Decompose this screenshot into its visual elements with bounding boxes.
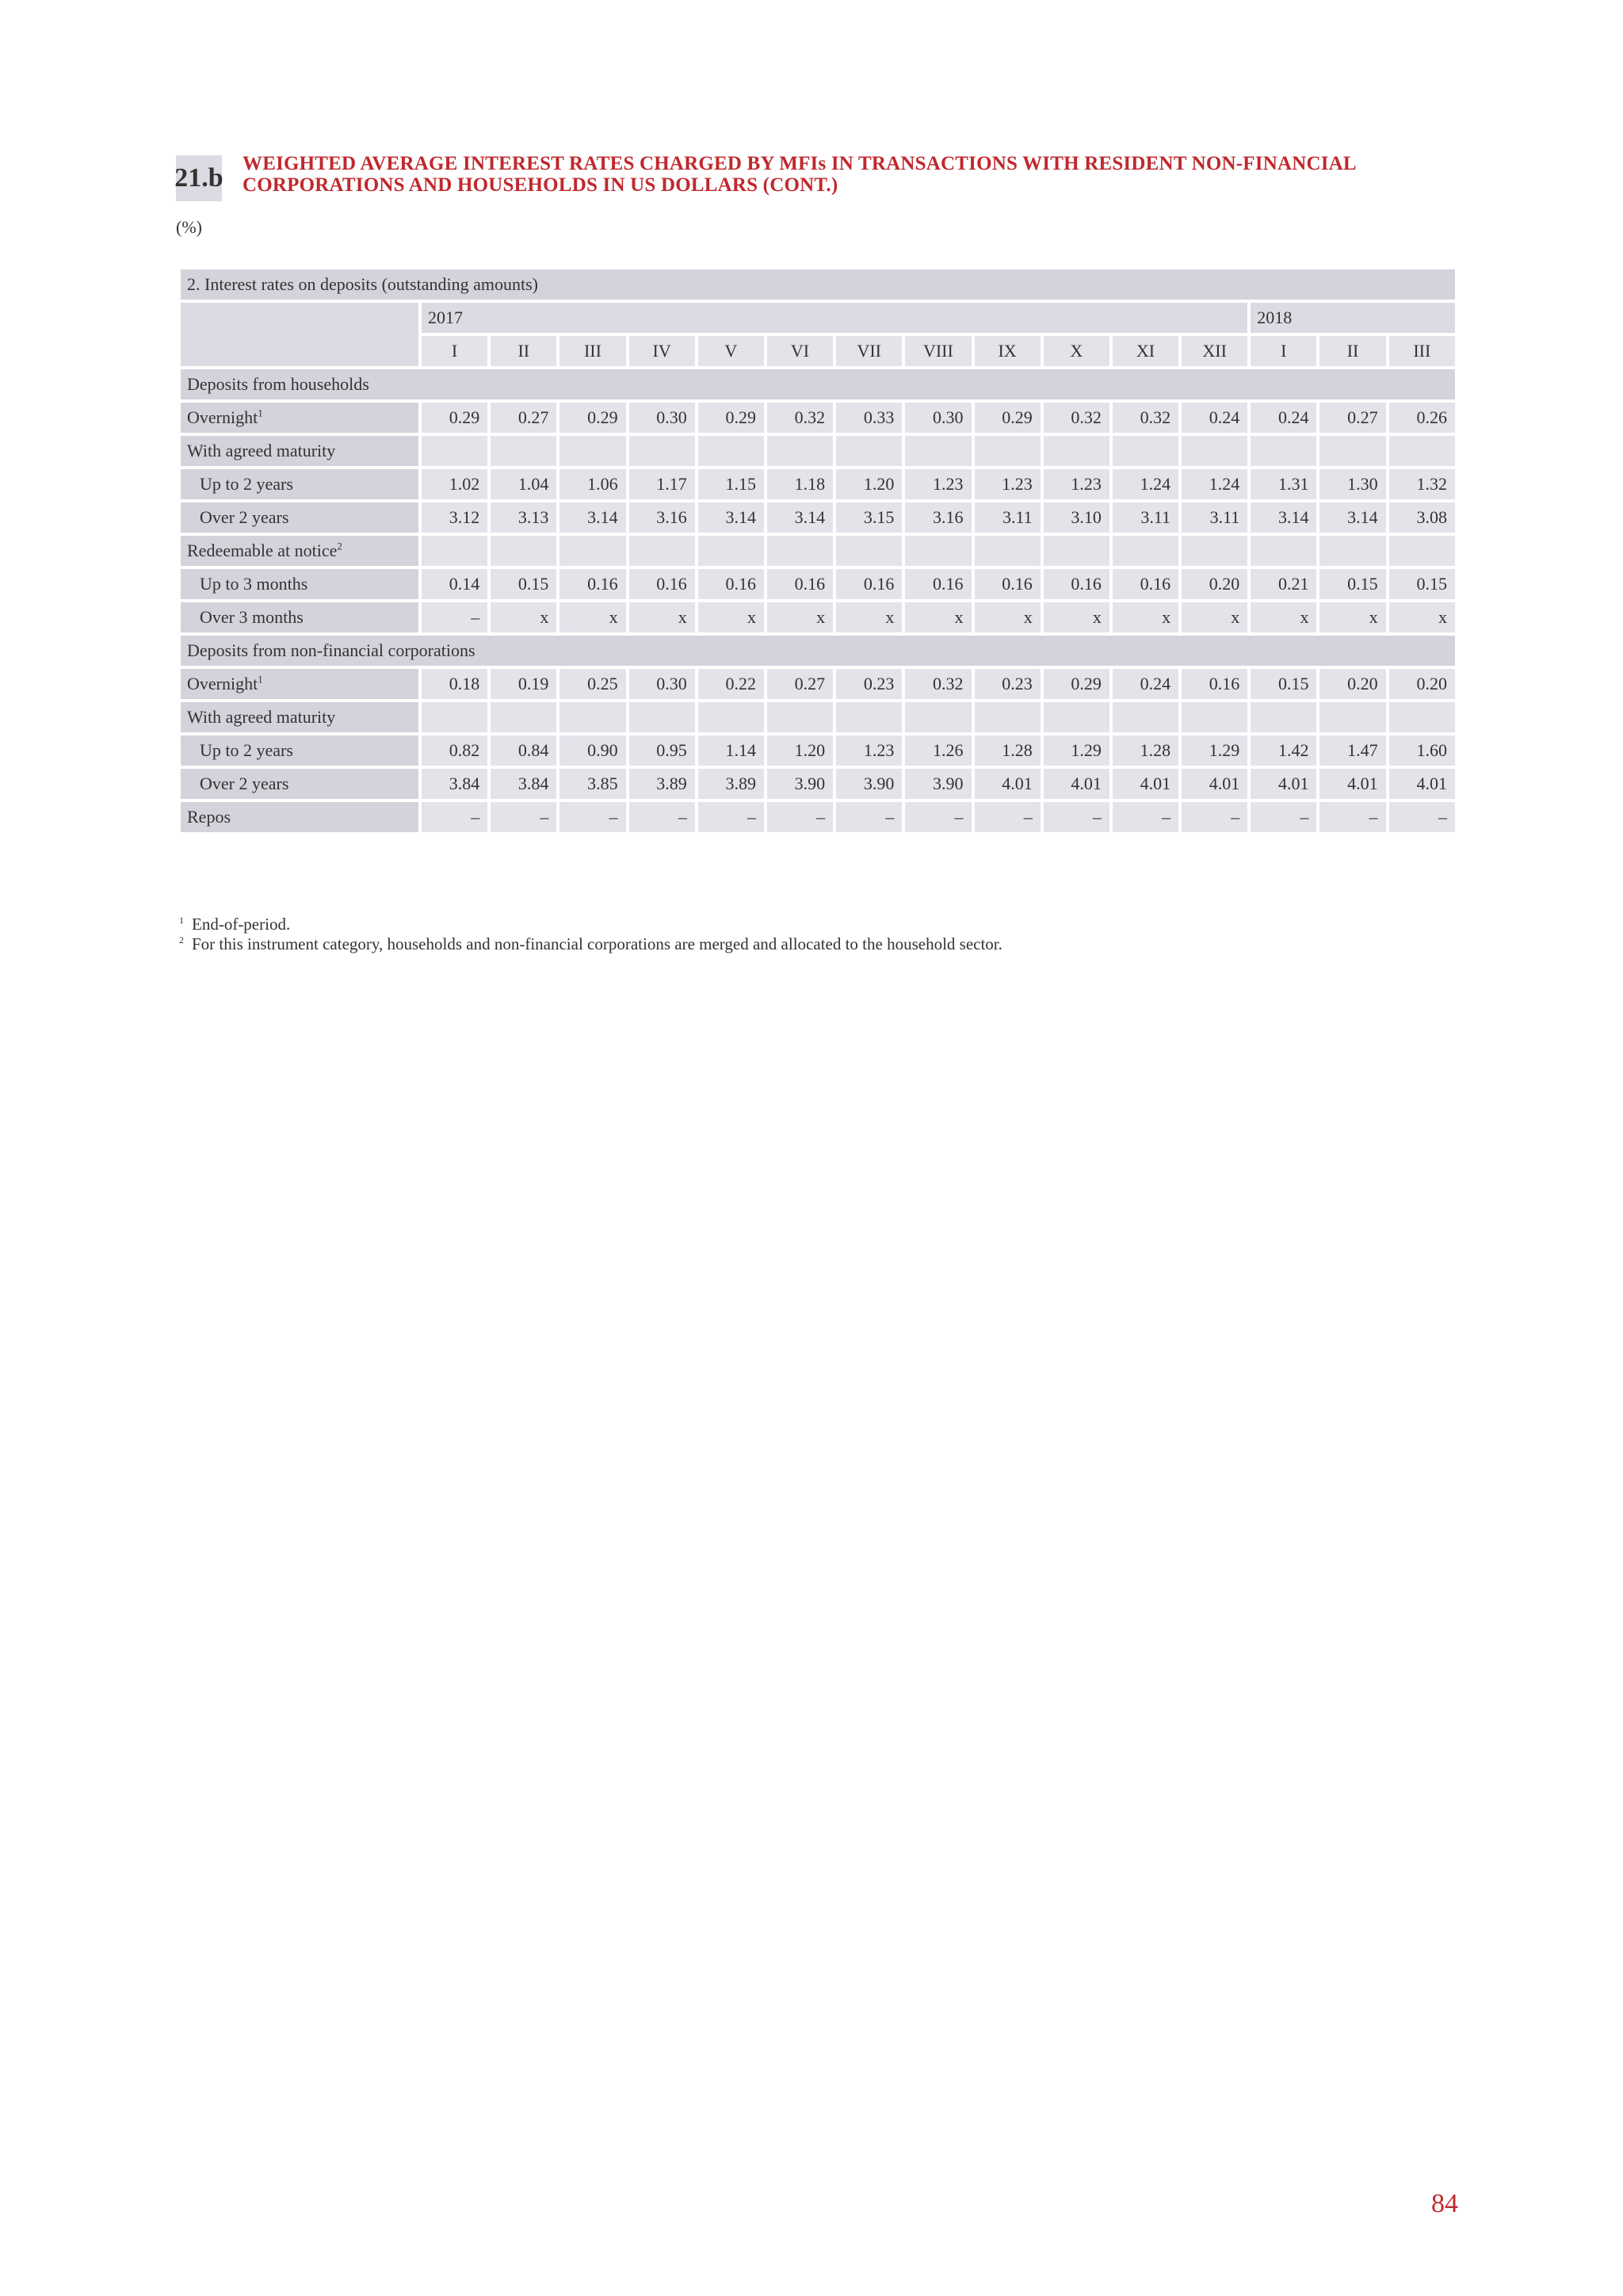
value-cell: 0.82	[422, 735, 487, 766]
value-cell: 3.14	[767, 502, 833, 533]
value-cell: 0.22	[698, 669, 764, 699]
value-cell: 0.15	[1251, 669, 1316, 699]
value-cell	[491, 536, 556, 566]
value-cell: 3.84	[422, 769, 487, 799]
month-header: IX	[975, 336, 1041, 366]
value-cell: 3.11	[1182, 502, 1247, 533]
value-cell: 0.33	[836, 403, 902, 433]
value-cell: 0.24	[1251, 403, 1316, 433]
month-header: VIII	[905, 336, 971, 366]
value-cell: –	[1044, 802, 1109, 832]
table-row	[181, 735, 1455, 766]
value-cell: –	[559, 802, 625, 832]
value-cell: 4.01	[1182, 769, 1247, 799]
value-cell	[491, 436, 556, 466]
value-cell: –	[975, 802, 1041, 832]
value-cell: 0.29	[559, 403, 625, 433]
value-cell: 3.11	[975, 502, 1041, 533]
value-cell: x	[905, 602, 971, 632]
table-row	[181, 702, 1455, 732]
value-cell: –	[1251, 802, 1316, 832]
value-cell: –	[767, 802, 833, 832]
value-cell: 0.21	[1251, 569, 1316, 599]
year-header-row	[181, 303, 1455, 333]
table-title	[242, 153, 1447, 196]
value-cell	[698, 436, 764, 466]
month-header: III	[559, 336, 625, 366]
value-cell: –	[698, 802, 764, 832]
value-cell	[1389, 436, 1455, 466]
value-cell: 1.24	[1113, 469, 1178, 499]
value-cell: 0.90	[559, 735, 625, 766]
section-title: 2. Interest rates on deposits (outstanding amounts)	[181, 269, 1455, 300]
group-title: Deposits from households	[181, 369, 1455, 399]
value-cell: 1.14	[698, 735, 764, 766]
value-cell: 1.26	[905, 735, 971, 766]
row-label-text: Up to 2 years	[200, 740, 293, 760]
value-cell	[975, 536, 1041, 566]
value-cell: 3.89	[698, 769, 764, 799]
value-cell: 1.20	[836, 469, 902, 499]
value-cell	[767, 436, 833, 466]
month-header: II	[1319, 336, 1385, 366]
value-cell	[1113, 536, 1178, 566]
value-cell: 1.15	[698, 469, 764, 499]
month-header: V	[698, 336, 764, 366]
value-cell	[836, 536, 902, 566]
value-cell	[559, 536, 625, 566]
value-cell: x	[975, 602, 1041, 632]
table-title-line-2: CORPORATIONS AND HOUSEHOLDS IN US DOLLARS (CONT.)	[242, 174, 838, 196]
value-cell: x	[1113, 602, 1178, 632]
value-cell: 0.20	[1389, 669, 1455, 699]
table-row	[181, 569, 1455, 599]
value-cell: –	[629, 802, 695, 832]
value-cell	[1113, 436, 1178, 466]
value-cell: 1.31	[1251, 469, 1316, 499]
value-cell	[1319, 702, 1385, 732]
row-label-text: Up to 3 months	[200, 574, 308, 594]
value-cell: 3.10	[1044, 502, 1109, 533]
value-cell	[1044, 536, 1109, 566]
value-cell: 0.25	[559, 669, 625, 699]
value-cell	[698, 702, 764, 732]
footnote-2: $^2$ For this instrument category, households and non-financial corporations are merged and allocated to the household sector.	[179, 934, 1002, 953]
value-cell: 1.60	[1389, 735, 1455, 766]
footnotes	[179, 915, 1002, 954]
value-cell: 0.16	[905, 569, 971, 599]
row-label-text: Up to 2 years	[200, 474, 293, 494]
value-cell: 0.16	[1113, 569, 1178, 599]
value-cell	[422, 436, 487, 466]
row-label	[181, 403, 418, 433]
value-cell: 3.89	[629, 769, 695, 799]
value-cell: x	[1044, 602, 1109, 632]
value-cell: 1.04	[491, 469, 556, 499]
month-header: II	[491, 336, 556, 366]
value-cell: 1.47	[1319, 735, 1385, 766]
row-label	[181, 669, 418, 699]
value-cell	[1389, 536, 1455, 566]
row-label-text: Over 2 years	[200, 774, 289, 793]
value-cell: x	[836, 602, 902, 632]
value-cell: x	[698, 602, 764, 632]
value-cell	[1319, 436, 1385, 466]
value-cell: 0.16	[767, 569, 833, 599]
value-cell: 1.20	[767, 735, 833, 766]
value-cell: 0.32	[1044, 403, 1109, 433]
group-title: Deposits from non-financial corporations	[181, 636, 1455, 666]
value-cell: 0.16	[559, 569, 625, 599]
value-cell	[491, 702, 556, 732]
value-cell: x	[1319, 602, 1385, 632]
value-cell: 3.90	[767, 769, 833, 799]
value-cell: 1.17	[629, 469, 695, 499]
value-cell: 1.23	[1044, 469, 1109, 499]
value-cell: 0.24	[1182, 403, 1247, 433]
value-cell	[1182, 436, 1247, 466]
value-cell: 0.29	[422, 403, 487, 433]
value-cell: 0.20	[1182, 569, 1247, 599]
unit-label: (%)	[176, 217, 202, 237]
value-cell: 3.14	[698, 502, 764, 533]
value-cell: x	[491, 602, 556, 632]
footnote-ref: 1	[258, 673, 263, 686]
value-cell	[422, 702, 487, 732]
table-number: 21.b	[176, 155, 222, 201]
value-cell: 0.20	[1319, 669, 1385, 699]
table-row	[181, 802, 1455, 832]
value-cell	[629, 536, 695, 566]
value-cell: 0.29	[1044, 669, 1109, 699]
month-header: I	[422, 336, 487, 366]
value-cell: 1.30	[1319, 469, 1385, 499]
year-2017: 2017	[422, 303, 1247, 333]
value-cell: 0.14	[422, 569, 487, 599]
value-cell: 0.24	[1113, 669, 1178, 699]
value-cell	[767, 536, 833, 566]
table-row	[181, 536, 1455, 566]
value-cell: 0.16	[836, 569, 902, 599]
value-cell: 0.32	[905, 669, 971, 699]
value-cell: 1.42	[1251, 735, 1316, 766]
table-row	[181, 769, 1455, 799]
value-cell: 0.23	[836, 669, 902, 699]
row-label-text: Over 2 years	[200, 507, 289, 527]
year-2018: 2018	[1251, 303, 1455, 333]
value-cell: 1.02	[422, 469, 487, 499]
value-cell: 1.29	[1182, 735, 1247, 766]
value-cell: –	[1113, 802, 1178, 832]
value-cell: 0.16	[1044, 569, 1109, 599]
value-cell	[1182, 536, 1247, 566]
value-cell: 3.11	[1113, 502, 1178, 533]
value-cell	[1251, 436, 1316, 466]
page-number: 84	[1431, 2189, 1458, 2218]
row-label	[181, 602, 418, 632]
value-cell	[767, 702, 833, 732]
value-cell: –	[905, 802, 971, 832]
month-header: XII	[1182, 336, 1247, 366]
value-cell: –	[422, 802, 487, 832]
month-header: X	[1044, 336, 1109, 366]
value-cell: 3.14	[559, 502, 625, 533]
value-cell: 3.16	[905, 502, 971, 533]
value-cell: 0.18	[422, 669, 487, 699]
value-cell: 0.16	[975, 569, 1041, 599]
table-row	[181, 403, 1455, 433]
value-cell: 3.16	[629, 502, 695, 533]
value-cell: 0.19	[491, 669, 556, 699]
footnote-ref: 2	[337, 540, 342, 552]
value-cell: x	[1389, 602, 1455, 632]
value-cell: 4.01	[1251, 769, 1316, 799]
value-cell: 0.15	[1319, 569, 1385, 599]
value-cell: x	[1251, 602, 1316, 632]
value-cell	[1044, 436, 1109, 466]
value-cell: 0.27	[767, 669, 833, 699]
row-label-text: With agreed maturity	[187, 707, 336, 727]
value-cell: 3.12	[422, 502, 487, 533]
table-row	[181, 602, 1455, 632]
month-header: VII	[836, 336, 902, 366]
row-label	[181, 536, 418, 566]
value-cell	[1113, 702, 1178, 732]
footnote-1: $^1$ End-of-period.	[179, 915, 291, 934]
value-cell: 0.30	[905, 403, 971, 433]
value-cell: 4.01	[1044, 769, 1109, 799]
value-cell: –	[491, 802, 556, 832]
value-cell: 3.84	[491, 769, 556, 799]
value-cell: 0.32	[767, 403, 833, 433]
value-cell	[629, 702, 695, 732]
row-label	[181, 802, 418, 832]
interest-rates-table	[178, 266, 1458, 835]
group-header-row	[181, 636, 1455, 666]
row-label-text: Over 3 months	[200, 607, 304, 627]
table-row	[181, 502, 1455, 533]
value-cell: 4.01	[975, 769, 1041, 799]
row-label	[181, 569, 418, 599]
value-cell: 0.29	[698, 403, 764, 433]
value-cell	[1044, 702, 1109, 732]
value-cell	[905, 436, 971, 466]
row-label-text: With agreed maturity	[187, 441, 336, 460]
value-cell: 3.15	[836, 502, 902, 533]
row-label	[181, 702, 418, 732]
row-label	[181, 436, 418, 466]
value-cell	[836, 436, 902, 466]
value-cell: 3.90	[836, 769, 902, 799]
table-row	[181, 469, 1455, 499]
value-cell: 3.90	[905, 769, 971, 799]
month-header: VI	[767, 336, 833, 366]
value-cell	[559, 702, 625, 732]
value-cell: x	[767, 602, 833, 632]
row-label	[181, 469, 418, 499]
value-cell	[836, 702, 902, 732]
value-cell: x	[629, 602, 695, 632]
value-cell: 0.26	[1389, 403, 1455, 433]
row-label	[181, 735, 418, 766]
row-label-text: Overnight	[187, 407, 258, 427]
row-label-text: Repos	[187, 807, 231, 827]
value-cell	[905, 536, 971, 566]
month-header: IV	[629, 336, 695, 366]
value-cell: 0.27	[1319, 403, 1385, 433]
value-cell: 0.16	[629, 569, 695, 599]
value-cell: 1.23	[975, 469, 1041, 499]
value-cell: 0.84	[491, 735, 556, 766]
value-cell: 1.29	[1044, 735, 1109, 766]
value-cell: 3.08	[1389, 502, 1455, 533]
value-cell: 1.24	[1182, 469, 1247, 499]
value-cell: –	[422, 602, 487, 632]
value-cell	[1251, 536, 1316, 566]
table-row	[181, 436, 1455, 466]
value-cell	[975, 702, 1041, 732]
value-cell: 0.15	[491, 569, 556, 599]
value-cell: 1.28	[1113, 735, 1178, 766]
value-cell: 3.14	[1319, 502, 1385, 533]
value-cell: 1.06	[559, 469, 625, 499]
value-cell: x	[559, 602, 625, 632]
row-label	[181, 502, 418, 533]
value-cell: –	[836, 802, 902, 832]
value-cell: 4.01	[1319, 769, 1385, 799]
value-cell	[1319, 536, 1385, 566]
value-cell: –	[1319, 802, 1385, 832]
value-cell	[905, 702, 971, 732]
value-cell	[698, 536, 764, 566]
row-label-text: Redeemable at notice	[187, 541, 338, 560]
value-cell	[629, 436, 695, 466]
header-corner	[181, 303, 418, 366]
value-cell	[559, 436, 625, 466]
value-cell: 1.28	[975, 735, 1041, 766]
value-cell: 0.27	[491, 403, 556, 433]
value-cell: 1.32	[1389, 469, 1455, 499]
value-cell: –	[1182, 802, 1247, 832]
value-cell: 3.85	[559, 769, 625, 799]
month-header: XI	[1113, 336, 1178, 366]
footnote-ref: 1	[258, 407, 263, 419]
value-cell: 4.01	[1389, 769, 1455, 799]
row-label	[181, 769, 418, 799]
table-row	[181, 669, 1455, 699]
value-cell: 4.01	[1113, 769, 1178, 799]
value-cell: 3.14	[1251, 502, 1316, 533]
value-cell: 0.16	[698, 569, 764, 599]
value-cell	[1251, 702, 1316, 732]
month-header: III	[1389, 336, 1455, 366]
section-title-row	[181, 269, 1455, 300]
value-cell: 1.18	[767, 469, 833, 499]
row-label-text: Overnight	[187, 674, 258, 693]
value-cell: 0.23	[975, 669, 1041, 699]
value-cell	[1389, 702, 1455, 732]
value-cell	[1182, 702, 1247, 732]
value-cell: 0.15	[1389, 569, 1455, 599]
value-cell: 0.30	[629, 669, 695, 699]
value-cell: 0.30	[629, 403, 695, 433]
value-cell: –	[1389, 802, 1455, 832]
value-cell: 0.29	[975, 403, 1041, 433]
value-cell: 1.23	[836, 735, 902, 766]
table-title-line-1: WEIGHTED AVERAGE INTEREST RATES CHARGED BY MFIs IN TRANSACTIONS WITH RESIDENT NON-FINANCIAL	[242, 153, 1357, 174]
group-header-row	[181, 369, 1455, 399]
value-cell: 3.13	[491, 502, 556, 533]
value-cell	[422, 536, 487, 566]
month-header: I	[1251, 336, 1316, 366]
value-cell: x	[1182, 602, 1247, 632]
value-cell	[975, 436, 1041, 466]
value-cell: 0.16	[1182, 669, 1247, 699]
value-cell: 0.95	[629, 735, 695, 766]
value-cell: 0.32	[1113, 403, 1178, 433]
value-cell: 1.23	[905, 469, 971, 499]
